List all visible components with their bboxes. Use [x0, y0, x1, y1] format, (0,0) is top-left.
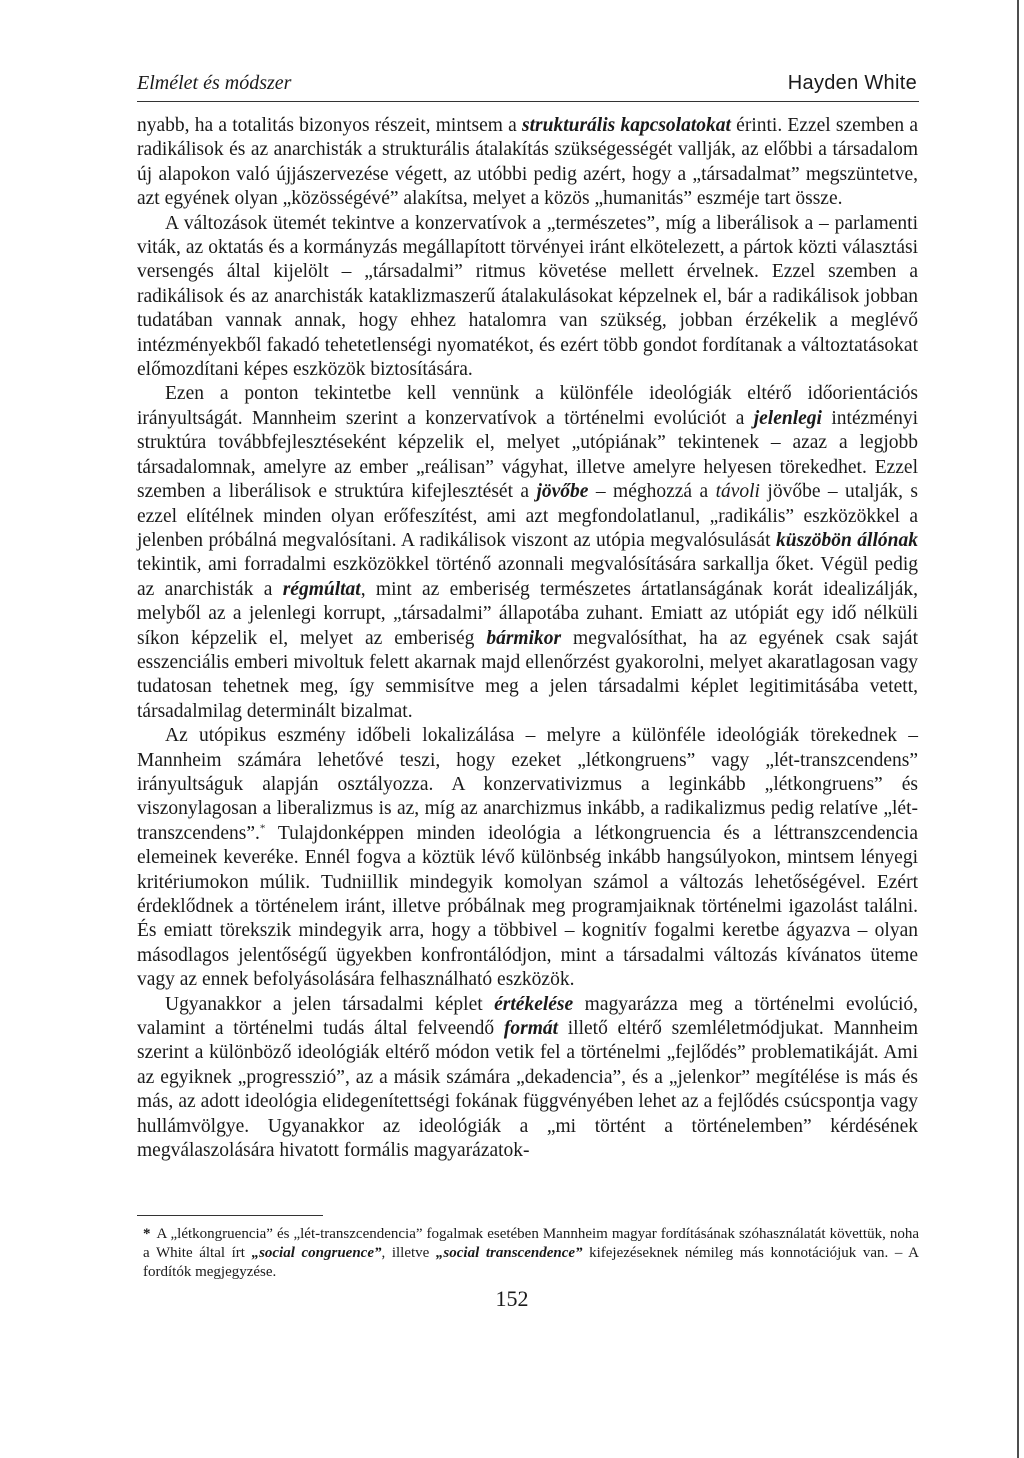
footnote-mark: * [143, 1226, 151, 1242]
scan-edge-line [1017, 0, 1019, 1458]
paragraph-3: Ezen a ponton tekintetbe kell vennünk a különféle ideológiák eltérő időorientációs irányultságát. Mannheim szerint a konzervatívok a történelmi evolúciót a jelenlegi intézményi struktúra továbbfejlesztéseként képzelik el, melyet „utópiának” tekintenek – azaz a legjobb társadalomnak, amelyre az ember „reálisan” vágyhat, illetve amelyre helyesen törekedhet. Ezzel szemben a liberálisok e struktúra kifejlesztését a jövőbe – méghozzá a távoli jövőbe – utalják, s ezzel elítélnek minden olyan erőfeszítést, ami azt megfondolatlanul, „radikális” eszközökkel a jelenben próbálná megvalósítani. A radikálisok viszont az utópia megvalósulását küszöbön állónak tekintik, ami forradalmi eszközökkel történő azonnali megvalósítására sarkallja őket. Végül pedig az anarchisták a régmúltat, mint az emberiség természetes ártatlanságának korát idealizálják, melyből az a jelenlegi korrupt, „társadalmi” állapotába zuhant. Emiatt az utópiát egy idő nélküli síkon képzelik el, melyet az emberiség bármikor megvalósíthat, ha az egyének csak saját esszenciális emberi mivoltuk felett akarnak majd ellenőrzést gyakorolni, melyet akaratlagosan vagy tudatosan tehetnek meg, így semmisítve meg a jelen társadalmi képlet legitimitásába vetett, társadalmilag determinált bizalmat. [137, 383, 918, 722]
emphasis: formát [503, 1018, 559, 1040]
paragraph-2: A változások ütemét tekintve a konzervatívok a „természetes”, míg a liberálisok a – parlamenti viták, az oktatás és a kormányzás megállapított törvényei iránt elkötelezett, a pártok közti választási versengés által kijelölt – „társadalmi” ritmus követése mellett érvelnek. Ezzel szemben a radikálisok és az anarchisták kataklizmaszerű átalakulásokat képzelnek el, bár a radikálisok jobban tudatában vannak annak, hogy ehhez hatalomra van szükség, jobban érzékelik a meglévő intézményekből fakadó tehetetlenségi nyomatékot, és ezért több gondot fordítanak a változtatásokat előmozdítani képes eszközök biztosítására. [137, 212, 918, 381]
footnote-reference: * [259, 822, 266, 835]
emphasis: „social transcendence” [435, 1244, 583, 1261]
paragraph-5: Ugyanakkor a jelen társadalmi képlet értékelése magyarázza meg a történelmi evolúció, valamint a történelmi tudás által felveendő formát illető eltérő szemléletmódjukat. Mannheim szerint a különböző ideológiák eltérő módon vetik fel a történelmi „fejlődés” problematikáját. Ami az egyiknek „progresszió”, az a másik számára „dekadencia”, és a „jelenkor” megítélése is más és más, az adott ideológia elidegenítettségi fokának függvényében lehet az a fejlődés csúcspontja vagy hullámvölgye. Ugyanakkor az ideológiák a „mi történt a történelemben” kérdésének megválaszolására hivatott formális magyarázatok- [137, 993, 918, 1162]
emphasis: távoli [715, 481, 760, 503]
header-author: Hayden White [787, 72, 917, 94]
body-text [137, 114, 918, 1163]
header-rule [137, 101, 919, 102]
emphasis: régmúltat [282, 578, 361, 600]
emphasis: „social congruence” [251, 1244, 382, 1261]
emphasis: strukturális kapcsolatokat [522, 115, 731, 136]
header-section-title: Elmélet és módszer [137, 72, 292, 94]
emphasis: jelenlegi [753, 407, 822, 429]
running-header [137, 72, 917, 98]
emphasis: értékelése [494, 993, 574, 1015]
footnote-rule [137, 1215, 323, 1216]
page-number: 152 [495, 1286, 529, 1311]
emphasis: jövőbe [536, 481, 589, 503]
emphasis: bármikor [486, 627, 562, 649]
paragraph-4: Az utópikus eszmény időbeli lokalizálása – melyre a különféle ideológiák törekednek – Mannheim számára lehetővé teszi, hogy ezeket „létkongruens” vagy „lét-transzcendens” irányultságuk alapján osztályozza. A konzervativizmus a leginkább „létkongruens” és viszonylagosan a liberalizmus is az, míg az anarchizmus inkább, a radikalizmus pedig relatíve „lét-transzcendens”.* Tulajdonképpen minden ideológia a létkongruencia és a léttranszcendencia elemeinek keveréke. Ennél fogva a köztük lévő különbség inkább hangsúlyokon, mintsem lényegi kritériumokon múlik. Tudniillik mindegyik komolyan számol a változás lehetőségével. Ezért érdeklődnek a történelem iránt, illetve próbálnak meg programjaiknak történelmi igazolást találni. És emiatt törekszik mindegyik arra, hogy a többivel – kognitív fogalmi keretbe ágyazva – olyan másodlagos jelentőségű ügyekben konfrontálódjon, mint a társadalmi változás kívánatos üteme vagy az ennek befolyásolására felhasználható eszközök. [137, 725, 918, 991]
footnote: * A „létkongruencia” és „lét-transzcendencia” fogalmak esetében Mannheim magyar fordításának szóhasználatát követtük, noha a White által írt „social congruence”, illetve „social transcendence” kifejezéseknek némileg más konnotációjuk van. – A fordítók megjegyzése. [143, 1226, 919, 1280]
paragraph-1: nyabb, ha a totalitás bizonyos részeit, mintsem a strukturális kapcsolatokat érinti. Ezzel szemben a radikálisok és az anarchisták a strukturális átalakítás szükségességét vallják, az előbbi a társadalom új alapokon való újjászervezése végett, az utóbbi pedig azért, hogy a „társadalmat” megszüntetve, azt egyének olyan „közösségévé” alakítsa, melyet a közös „humanitás” eszméje tart össze. [137, 115, 918, 210]
emphasis: küszöbön állónak [775, 529, 918, 551]
